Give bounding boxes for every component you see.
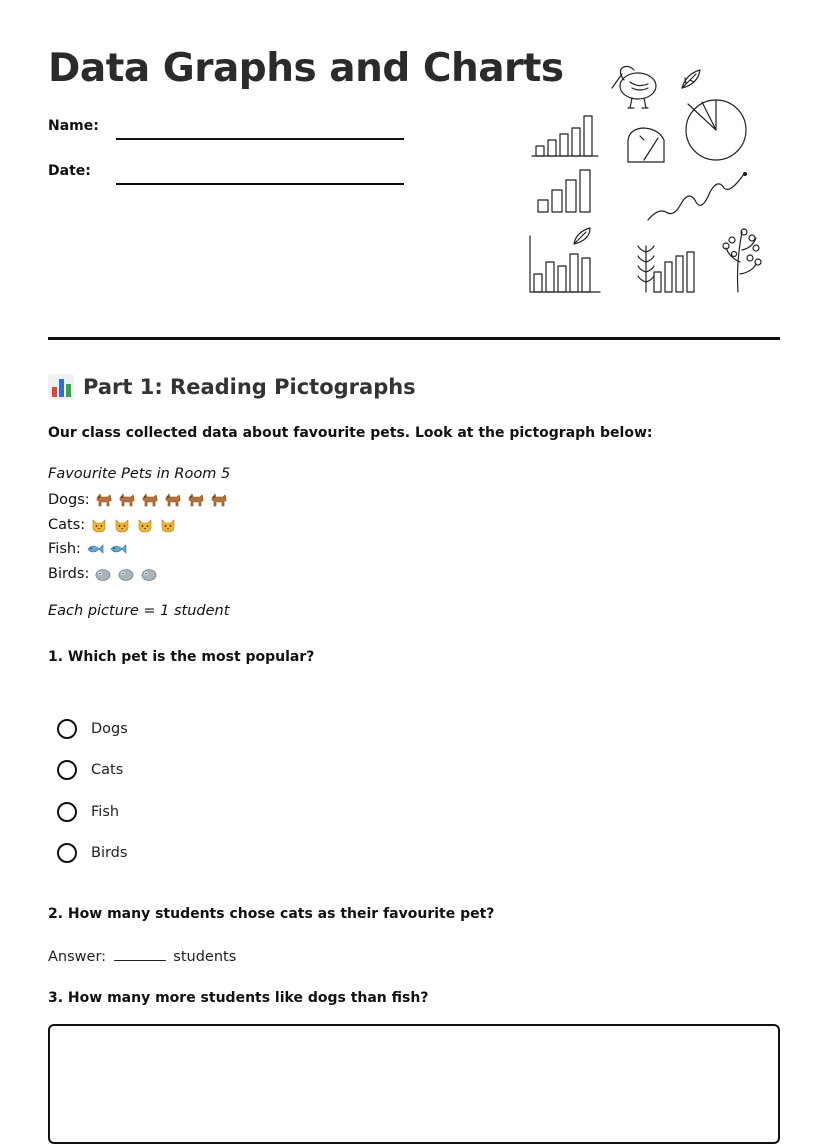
pictograph-row-fish [48, 537, 233, 562]
fish-icon [86, 541, 104, 557]
cat-icon [136, 517, 154, 533]
part1-heading [48, 374, 416, 400]
pictograph-row-label: Dogs: [48, 492, 90, 509]
dog-icon [141, 492, 159, 508]
bird-icons [94, 566, 163, 582]
question-3-answer-box[interactable] [48, 1024, 780, 1144]
cat-icon [159, 517, 177, 533]
bar-chart-icon [532, 116, 598, 156]
dog-icon [164, 492, 182, 508]
pictograph-row-label: Fish: [48, 541, 81, 558]
answer-prefix: Answer: [48, 949, 107, 965]
radio-button[interactable] [57, 802, 77, 822]
leaf-icon [574, 228, 590, 244]
pie-chart-icon [686, 100, 746, 160]
option-label: Birds [91, 845, 128, 862]
bird-icon [117, 566, 135, 582]
name-underline [116, 138, 404, 140]
question-2: 2. How many students chose cats as their favourite pet? [48, 906, 495, 922]
option-dogs[interactable] [57, 708, 128, 750]
option-cats[interactable] [57, 750, 128, 792]
fish-icon [109, 541, 127, 557]
question-3: 3. How many more students like dogs than fish? [48, 990, 429, 1006]
option-label: Fish [91, 803, 120, 820]
dog-icons [95, 492, 233, 508]
option-fish[interactable] [57, 791, 128, 833]
radio-button[interactable] [57, 760, 77, 780]
question-1: 1. Which pet is the most popular? [48, 649, 315, 665]
dog-icon [187, 492, 205, 508]
option-birds[interactable] [57, 833, 128, 875]
dog-icon [210, 492, 228, 508]
option-label: Cats [91, 762, 124, 779]
cat-icon [113, 517, 131, 533]
cat-icons [90, 517, 182, 533]
cat-icon [90, 517, 108, 533]
answer-suffix: students [173, 949, 237, 965]
question-2-answer [48, 946, 236, 965]
dog-icon [95, 492, 113, 508]
fern-icon [638, 246, 694, 292]
page-title: Data Graphs and Charts [48, 46, 564, 91]
pictograph-row-dogs [48, 488, 233, 513]
bird-icon [94, 566, 112, 582]
date-input[interactable] [116, 163, 408, 185]
question-1-options [57, 708, 128, 874]
leaf-icon [682, 70, 700, 88]
name-label: Name: [48, 118, 99, 134]
bar-chart-icon [48, 374, 74, 400]
pictograph-row-cats [48, 513, 233, 538]
name-input[interactable] [116, 118, 408, 140]
bar-chart-icon [538, 170, 590, 212]
date-label: Date: [48, 163, 91, 179]
pictograph [48, 464, 233, 586]
pictograph-row-label: Cats: [48, 516, 86, 533]
radio-button[interactable] [57, 719, 77, 739]
bar-chart-icon [530, 236, 600, 292]
pictograph-row-label: Birds: [48, 565, 90, 582]
radio-button[interactable] [57, 843, 77, 863]
answer-blank[interactable] [114, 946, 166, 961]
fish-icons [86, 541, 132, 557]
date-field-row [48, 163, 408, 187]
date-underline [116, 183, 404, 185]
line-graph-icon [648, 173, 747, 221]
pictograph-row-birds [48, 562, 233, 587]
flower-branch-icon [723, 229, 761, 292]
bird-icon [140, 566, 158, 582]
section-divider [48, 337, 780, 340]
dog-icon [118, 492, 136, 508]
intro-text: Our class collected data about favourite pets. Look at the pictograph below: [48, 425, 653, 441]
option-label: Dogs [91, 720, 128, 737]
pictograph-title: Favourite Pets in Room 5 [48, 466, 231, 482]
kiwi-bird-icon [612, 66, 656, 108]
charts-illustration-icon [520, 62, 770, 302]
gauge-icon [628, 128, 664, 162]
part1-heading-text: Part 1: Reading Pictographs [83, 375, 416, 399]
name-field-row [48, 118, 408, 142]
pictograph-key: Each picture = 1 student [48, 603, 230, 619]
